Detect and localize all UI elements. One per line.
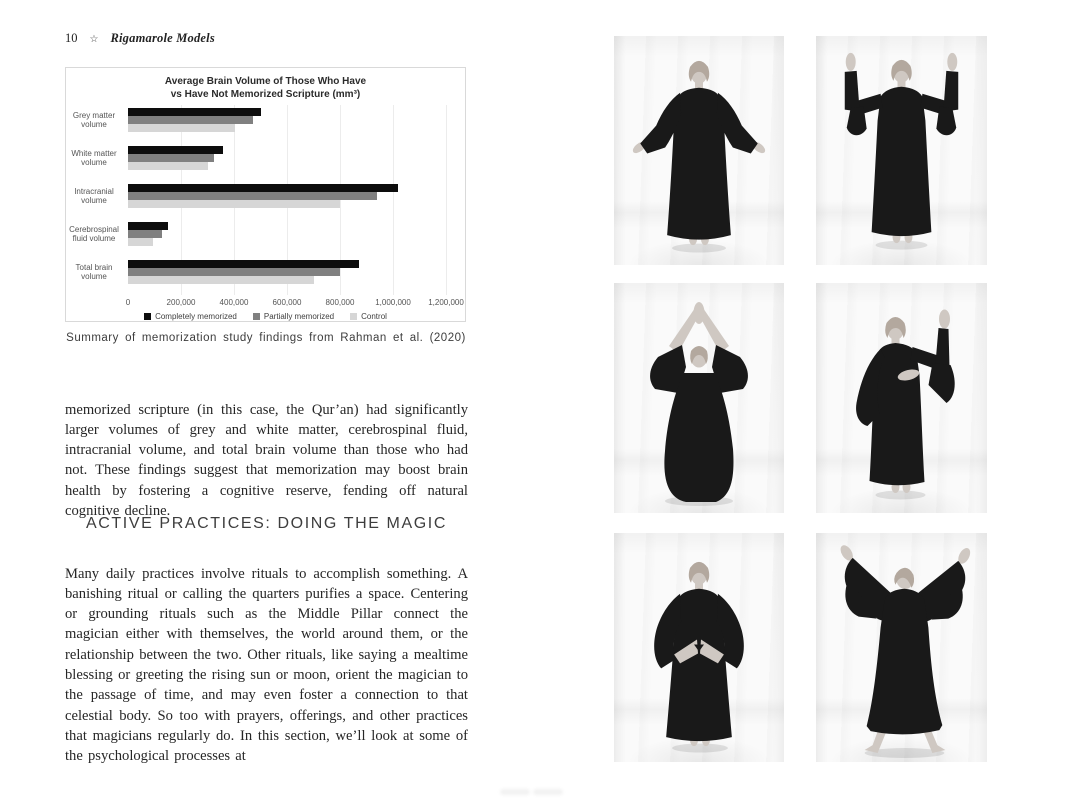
chart-bar [128,230,162,238]
chart-bar [128,260,359,268]
photo-pose-hand-on-chest-arm-raised [816,283,987,513]
x-axis-tick-label: 1,200,000 [428,298,464,307]
star-icon: ☆ [89,34,99,45]
running-title: Rigamarole Models [110,31,215,45]
chart-bar [128,162,208,170]
legend-item [253,312,334,321]
photo-pose-hands-triangle-at-waist [614,533,784,762]
robed-figure-illustration [816,36,987,265]
chart-bar [128,146,223,154]
category-label: Grey matter volume [72,110,116,129]
page-edge-smudge [500,789,530,795]
chart-title-line2: vs Have Not Memorized Scripture (mm³) [170,89,361,100]
x-axis-tick-label: 0 [125,298,131,307]
category-label: Cerebrospinal fluid volume [69,224,119,243]
chart-bar [128,222,168,230]
legend-swatch [253,313,260,320]
bar-group [128,146,446,170]
robed-figure-illustration [614,533,784,762]
x-axis-tick-label: 200,000 [166,298,196,307]
chart-bar [128,200,340,208]
chart-category-row [74,181,446,219]
chart-bar [128,184,398,192]
x-axis-tick-label: 800,000 [325,298,355,307]
bar-group [128,222,446,246]
photo-pose-hands-joined-overhead [614,283,784,513]
category-label: Total brain volume [75,262,113,281]
chart-category-row [71,143,446,181]
x-axis-tick-label: 1,000,000 [375,298,411,307]
category-label: White matter volume [71,148,117,167]
robed-figure-illustration [614,36,784,265]
x-axis-tick-label: 400,000 [219,298,249,307]
legend-label: Control [361,312,387,321]
legend-swatch [350,313,357,320]
chart-title-line1: Average Brain Volume of Those Who Have [164,76,367,87]
chart-bar [128,116,253,124]
brain-volume-chart [65,67,466,322]
photo-pose-arms-raised-v [816,533,987,762]
chart-legend [66,312,465,321]
robed-figure-illustration [614,283,784,513]
bar-group [128,184,446,208]
chart-category-row [72,105,446,143]
chart-bar [128,238,153,246]
bar-group [128,260,446,284]
chart-title [66,75,465,101]
legend-item [350,312,387,321]
chart-x-axis [125,298,464,309]
chart-plot-area [69,105,446,295]
legend-label: Partially memorized [263,312,335,321]
photo-pose-arms-lowered-out [614,36,784,265]
chart-bar [128,154,214,162]
category-label: Intracranial volume [74,186,114,205]
photo-pose-forearms-raised [816,36,987,265]
page-edge-smudge [533,789,563,795]
robed-figure-illustration [816,533,987,762]
chart-bar [128,192,377,200]
chart-category-row [75,257,446,295]
chart-bar [128,124,235,132]
x-axis-tick-label: 600,000 [272,298,302,307]
section-heading: ACTIVE PRACTICES: DOING THE MAGIC [86,515,447,532]
chart-bar [128,276,314,284]
body-paragraph-1: memorized scripture (in this case, the Qur’an) had significantly larger volumes of grey and white matter, cerebrospinal fluid, intracranial volume, and total brain volume than those who had not. These findings suggest that memorization may boost brain health by fostering a cognitive reserve, fending off natural cognitive decline. [65,401,468,520]
page-number: 10 [65,31,78,45]
chart-bar [128,268,340,276]
legend-label: Completely memorized [155,312,237,321]
robed-figure-illustration [816,283,987,513]
legend-swatch [144,313,151,320]
page-header [65,31,467,49]
chart-category-row [69,219,446,257]
figure-caption: Summary of memorization study findings from Rahman et al. (2020) [66,332,466,344]
gridline [446,105,447,295]
bar-group [128,108,446,132]
body-paragraph-2: Many daily practices involve rituals to accomplish something. A banishing ritual or calling the quarters purifies a space. Centering or grounding rituals such as the Middle Pillar connect the magician either with themselves, the world around them, or the relationship between the two. Other rituals, like saying a mealtime blessing or greeting the rising sun or moon, orient the magician to the passage of time, and may even foster a connection to that celestial body. So too with prayers, offerings, and other practices that magicians regularly do. In this section, we’ll look at some of the psychological processes at [65,565,468,765]
legend-item [144,312,237,321]
chart-bar [128,108,261,116]
